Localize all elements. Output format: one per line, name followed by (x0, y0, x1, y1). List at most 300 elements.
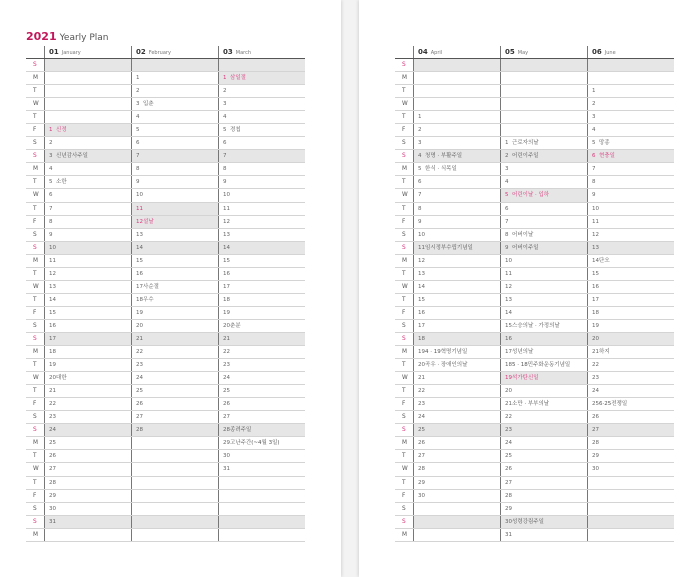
weekday-label: T (33, 114, 37, 121)
day-number: 24 (418, 414, 425, 421)
event-text: 스승의날 · 가정의날 (512, 322, 560, 329)
day-cell[interactable] (413, 85, 500, 97)
event-text: 근로자의날 (512, 140, 539, 147)
day-number: 2 (49, 140, 53, 147)
day-cell[interactable] (218, 516, 305, 528)
day-number: 17 (505, 349, 512, 356)
calendar-row (26, 163, 305, 176)
day-number: 24 (49, 427, 56, 434)
day-number: 11 (49, 257, 56, 264)
day-cell[interactable] (500, 176, 587, 188)
event-text: 대한 (56, 375, 67, 382)
day-cell[interactable] (44, 490, 131, 502)
day-cell[interactable] (413, 98, 500, 110)
day-cell[interactable] (500, 294, 587, 306)
event-text: 석가탄신일 (512, 375, 539, 382)
day-number: 30 (505, 518, 512, 525)
day-cell[interactable] (218, 359, 305, 371)
day-cell[interactable] (44, 398, 131, 410)
day-cell[interactable] (413, 477, 500, 489)
calendar-row (26, 98, 305, 111)
weekday-label: T (33, 179, 37, 186)
day-number: 3 (49, 153, 53, 160)
day-number: 13 (592, 244, 599, 251)
day-cell[interactable] (44, 72, 131, 84)
day-cell[interactable] (131, 346, 218, 358)
day-cell[interactable] (218, 450, 305, 462)
day-cell[interactable] (218, 411, 305, 423)
day-cell[interactable] (44, 137, 131, 149)
day-number: 24 (592, 388, 599, 395)
day-cell[interactable] (587, 437, 674, 449)
day-cell[interactable] (587, 137, 674, 149)
day-cell[interactable] (413, 137, 500, 149)
day-cell[interactable] (44, 189, 131, 201)
day-cell[interactable] (413, 437, 500, 449)
day-cell[interactable] (587, 294, 674, 306)
day-cell[interactable] (131, 124, 218, 136)
day-cell[interactable] (44, 281, 131, 293)
day-cell[interactable] (413, 450, 500, 462)
day-cell[interactable] (500, 59, 587, 71)
day-cell[interactable] (500, 137, 587, 149)
weekday-label: T (402, 453, 406, 460)
day-cell[interactable] (500, 124, 587, 136)
day-cell[interactable] (131, 372, 218, 384)
calendar-row (395, 516, 674, 529)
weekday-label: W (402, 283, 408, 290)
weekday-label: T (402, 270, 406, 277)
day-cell[interactable] (500, 150, 587, 162)
day-cell[interactable] (131, 307, 218, 319)
day-cell[interactable] (500, 437, 587, 449)
day-cell[interactable] (587, 111, 674, 123)
weekday-label: T (33, 296, 37, 303)
day-cell[interactable] (587, 450, 674, 462)
day-cell[interactable] (500, 529, 587, 541)
day-cell[interactable] (500, 320, 587, 332)
day-cell[interactable] (44, 320, 131, 332)
day-number: 24 (223, 375, 230, 382)
day-number: 18 (505, 362, 512, 369)
day-cell[interactable] (218, 424, 305, 436)
day-cell[interactable] (131, 111, 218, 123)
day-cell[interactable] (218, 307, 305, 319)
day-cell[interactable] (413, 307, 500, 319)
day-cell[interactable] (500, 189, 587, 201)
day-cell[interactable] (587, 398, 674, 410)
day-cell[interactable] (131, 463, 218, 475)
day-number: 12 (223, 218, 230, 225)
day-cell[interactable] (44, 216, 131, 228)
day-number: 23 (136, 362, 143, 369)
day-cell[interactable] (131, 137, 218, 149)
day-cell[interactable] (131, 98, 218, 110)
day-number: 11 (136, 205, 143, 212)
day-cell[interactable] (587, 268, 674, 280)
day-cell[interactable] (218, 98, 305, 110)
day-number: 28 (136, 427, 143, 434)
weekday-label: M (33, 440, 39, 447)
day-cell[interactable] (44, 529, 131, 541)
day-cell[interactable] (44, 333, 131, 345)
day-cell[interactable] (218, 437, 305, 449)
day-cell[interactable] (587, 229, 674, 241)
day-cell[interactable] (587, 372, 674, 384)
day-cell[interactable] (587, 98, 674, 110)
day-cell[interactable] (587, 163, 674, 175)
day-cell[interactable] (587, 333, 674, 345)
day-cell[interactable] (413, 398, 500, 410)
day-cell[interactable] (587, 411, 674, 423)
day-cell[interactable] (44, 450, 131, 462)
day-cell[interactable] (44, 203, 131, 215)
day-number: 29 (49, 492, 56, 499)
day-cell[interactable] (500, 229, 587, 241)
day-number: 16 (592, 283, 599, 290)
day-cell[interactable] (131, 85, 218, 97)
day-cell[interactable] (44, 98, 131, 110)
day-cell[interactable] (500, 450, 587, 462)
day-number: 18 (592, 309, 599, 316)
day-cell[interactable] (131, 516, 218, 528)
day-number: 18 (418, 335, 425, 342)
day-cell[interactable] (587, 529, 674, 541)
day-cell[interactable] (131, 529, 218, 541)
weekday-label: T (33, 388, 37, 395)
day-cell[interactable] (218, 490, 305, 502)
day-cell[interactable] (587, 85, 674, 97)
day-cell[interactable] (218, 398, 305, 410)
day-cell[interactable] (44, 229, 131, 241)
day-cell[interactable] (413, 411, 500, 423)
day-cell[interactable] (500, 503, 587, 515)
day-cell[interactable] (218, 229, 305, 241)
day-cell[interactable] (413, 516, 500, 528)
day-cell[interactable] (131, 411, 218, 423)
day-cell[interactable] (44, 437, 131, 449)
day-cell[interactable] (218, 372, 305, 384)
day-cell[interactable] (500, 424, 587, 436)
day-cell[interactable] (500, 85, 587, 97)
event-text: 어린이날 · 입하 (512, 192, 550, 199)
day-cell[interactable] (587, 463, 674, 475)
day-number: 14 (136, 244, 143, 251)
day-cell[interactable] (413, 424, 500, 436)
day-cell[interactable] (218, 320, 305, 332)
weekday-label: S (33, 140, 37, 147)
day-cell[interactable] (587, 477, 674, 489)
day-cell[interactable] (500, 268, 587, 280)
day-cell[interactable] (131, 281, 218, 293)
day-cell[interactable] (218, 59, 305, 71)
day-cell[interactable] (218, 163, 305, 175)
day-cell[interactable] (413, 320, 500, 332)
day-cell[interactable] (131, 255, 218, 267)
day-cell[interactable] (131, 72, 218, 84)
day-cell[interactable] (218, 124, 305, 136)
day-cell[interactable] (587, 176, 674, 188)
day-cell[interactable] (44, 463, 131, 475)
day-cell[interactable] (218, 203, 305, 215)
day-cell[interactable] (131, 450, 218, 462)
day-cell[interactable] (44, 424, 131, 436)
day-cell[interactable] (218, 529, 305, 541)
day-number: 15 (418, 296, 425, 303)
day-cell[interactable] (218, 333, 305, 345)
day-cell[interactable] (218, 189, 305, 201)
day-cell[interactable] (500, 346, 587, 358)
day-cell[interactable] (218, 85, 305, 97)
day-cell[interactable] (218, 503, 305, 515)
day-cell[interactable] (413, 203, 500, 215)
day-cell[interactable] (587, 242, 674, 254)
day-cell[interactable] (44, 346, 131, 358)
day-cell[interactable] (587, 72, 674, 84)
day-cell[interactable] (587, 320, 674, 332)
day-cell[interactable] (587, 281, 674, 293)
day-number: 16 (505, 335, 512, 342)
day-cell[interactable] (218, 216, 305, 228)
calendar-row (395, 307, 674, 320)
day-cell[interactable] (500, 372, 587, 384)
calendar-row (26, 463, 305, 476)
day-number: 13 (418, 270, 425, 277)
day-cell[interactable] (587, 203, 674, 215)
day-number: 5 (418, 166, 422, 173)
day-cell[interactable] (218, 137, 305, 149)
day-cell[interactable] (587, 150, 674, 162)
day-cell[interactable] (413, 294, 500, 306)
day-cell[interactable] (44, 411, 131, 423)
day-cell[interactable] (413, 242, 500, 254)
day-cell[interactable] (413, 490, 500, 502)
day-cell[interactable] (131, 320, 218, 332)
day-number: 8 (136, 166, 140, 173)
day-cell[interactable] (131, 385, 218, 397)
day-number: 1 (49, 127, 53, 134)
weekday-label: T (402, 388, 406, 395)
day-cell[interactable] (44, 307, 131, 319)
day-cell[interactable] (44, 359, 131, 371)
day-number: 4 (592, 127, 596, 134)
day-cell[interactable] (587, 385, 674, 397)
day-cell[interactable] (587, 59, 674, 71)
day-cell[interactable] (218, 463, 305, 475)
day-cell[interactable] (44, 150, 131, 162)
day-number: 26 (418, 440, 425, 447)
day-cell[interactable] (500, 111, 587, 123)
day-cell[interactable] (218, 294, 305, 306)
day-cell[interactable] (218, 255, 305, 267)
day-cell[interactable] (131, 477, 218, 489)
day-cell[interactable] (131, 163, 218, 175)
day-cell[interactable] (218, 346, 305, 358)
calendar-row (395, 463, 674, 476)
day-number: 15 (505, 322, 512, 329)
day-cell[interactable] (500, 516, 587, 528)
day-cell[interactable] (413, 163, 500, 175)
day-number: 7 (592, 166, 596, 173)
day-cell[interactable] (44, 163, 131, 175)
day-cell[interactable] (413, 346, 500, 358)
day-cell[interactable] (587, 359, 674, 371)
day-number: 1 (418, 114, 422, 121)
day-cell[interactable] (413, 372, 500, 384)
day-cell[interactable] (44, 242, 131, 254)
day-cell[interactable] (44, 477, 131, 489)
weekday-label: T (33, 270, 37, 277)
day-cell[interactable] (44, 255, 131, 267)
day-cell[interactable] (131, 59, 218, 71)
weekday-label: S (33, 427, 37, 434)
day-cell[interactable] (131, 503, 218, 515)
day-number: 5 (592, 140, 596, 147)
day-cell[interactable] (587, 346, 674, 358)
day-cell[interactable] (500, 359, 587, 371)
day-cell[interactable] (413, 72, 500, 84)
day-cell[interactable] (587, 424, 674, 436)
day-cell[interactable] (500, 242, 587, 254)
day-cell[interactable] (131, 242, 218, 254)
day-cell[interactable] (218, 385, 305, 397)
calendar-row (26, 450, 305, 463)
weekday-label: W (33, 283, 39, 290)
day-cell[interactable] (413, 150, 500, 162)
day-cell[interactable] (413, 124, 500, 136)
calendar-row (26, 294, 305, 307)
day-cell[interactable] (44, 294, 131, 306)
calendar-row (395, 411, 674, 424)
day-cell[interactable] (413, 111, 500, 123)
day-cell[interactable] (587, 503, 674, 515)
day-cell[interactable] (413, 176, 500, 188)
day-cell[interactable] (44, 372, 131, 384)
day-number: 30 (418, 492, 425, 499)
day-cell[interactable] (413, 189, 500, 201)
day-cell[interactable] (413, 229, 500, 241)
day-cell[interactable] (44, 516, 131, 528)
day-cell[interactable] (500, 255, 587, 267)
day-cell[interactable] (218, 281, 305, 293)
day-cell[interactable] (587, 307, 674, 319)
day-cell[interactable] (413, 529, 500, 541)
day-cell[interactable] (44, 59, 131, 71)
month-number: 01 (49, 48, 59, 56)
day-cell[interactable] (500, 307, 587, 319)
calendar-row (26, 150, 305, 163)
day-cell[interactable] (500, 281, 587, 293)
day-number: 16 (223, 270, 230, 277)
day-number: 22 (49, 401, 56, 408)
day-cell[interactable] (413, 59, 500, 71)
day-number: 16 (418, 309, 425, 316)
day-cell[interactable] (131, 268, 218, 280)
calendar-row (26, 268, 305, 281)
day-cell[interactable] (500, 463, 587, 475)
day-cell[interactable] (413, 503, 500, 515)
day-cell[interactable] (44, 111, 131, 123)
day-cell[interactable] (500, 490, 587, 502)
day-cell[interactable] (44, 503, 131, 515)
day-cell[interactable] (413, 385, 500, 397)
day-cell[interactable] (131, 424, 218, 436)
day-cell[interactable] (500, 216, 587, 228)
day-cell[interactable] (587, 216, 674, 228)
day-cell[interactable] (131, 150, 218, 162)
day-number: 27 (505, 479, 512, 486)
day-cell[interactable] (218, 72, 305, 84)
day-cell[interactable] (218, 150, 305, 162)
day-cell[interactable] (131, 490, 218, 502)
day-cell[interactable] (413, 268, 500, 280)
day-cell[interactable] (44, 385, 131, 397)
day-cell[interactable] (500, 477, 587, 489)
day-cell[interactable] (500, 203, 587, 215)
day-number: 23 (418, 401, 425, 408)
day-cell[interactable] (131, 359, 218, 371)
weekday-label: W (402, 375, 408, 382)
day-cell[interactable] (44, 268, 131, 280)
day-cell[interactable] (500, 72, 587, 84)
day-cell[interactable] (131, 437, 218, 449)
day-number: 6 (223, 140, 227, 147)
day-cell[interactable] (131, 203, 218, 215)
day-number: 7 (49, 205, 53, 212)
day-cell[interactable] (131, 294, 218, 306)
day-cell[interactable] (131, 189, 218, 201)
day-cell[interactable] (413, 333, 500, 345)
day-number: 17 (49, 335, 56, 342)
day-cell[interactable] (218, 477, 305, 489)
day-number: 9 (592, 192, 596, 199)
day-cell[interactable] (500, 98, 587, 110)
day-cell[interactable] (218, 111, 305, 123)
day-cell[interactable] (218, 176, 305, 188)
day-cell[interactable] (218, 242, 305, 254)
day-cell[interactable] (500, 163, 587, 175)
day-cell[interactable] (44, 176, 131, 188)
day-cell[interactable] (587, 124, 674, 136)
day-cell[interactable] (413, 216, 500, 228)
day-cell[interactable] (587, 255, 674, 267)
day-cell[interactable] (587, 516, 674, 528)
day-cell[interactable] (587, 490, 674, 502)
day-cell[interactable] (413, 281, 500, 293)
day-cell[interactable] (131, 229, 218, 241)
day-cell[interactable] (413, 255, 500, 267)
day-cell[interactable] (587, 189, 674, 201)
day-number: 7 (418, 192, 422, 199)
day-number: 20 (223, 322, 230, 329)
day-cell[interactable] (218, 268, 305, 280)
day-cell[interactable] (44, 124, 131, 136)
day-cell[interactable] (500, 385, 587, 397)
day-cell[interactable] (44, 85, 131, 97)
day-cell[interactable] (500, 333, 587, 345)
day-cell[interactable] (131, 176, 218, 188)
day-cell[interactable] (413, 463, 500, 475)
day-cell[interactable] (131, 216, 218, 228)
day-cell[interactable] (500, 411, 587, 423)
day-cell[interactable] (413, 359, 500, 371)
weekday-label: M (33, 75, 39, 82)
day-cell[interactable] (131, 333, 218, 345)
day-cell[interactable] (131, 398, 218, 410)
day-cell[interactable] (500, 398, 587, 410)
calendar-row (26, 503, 305, 516)
day-number: 15 (223, 257, 230, 264)
